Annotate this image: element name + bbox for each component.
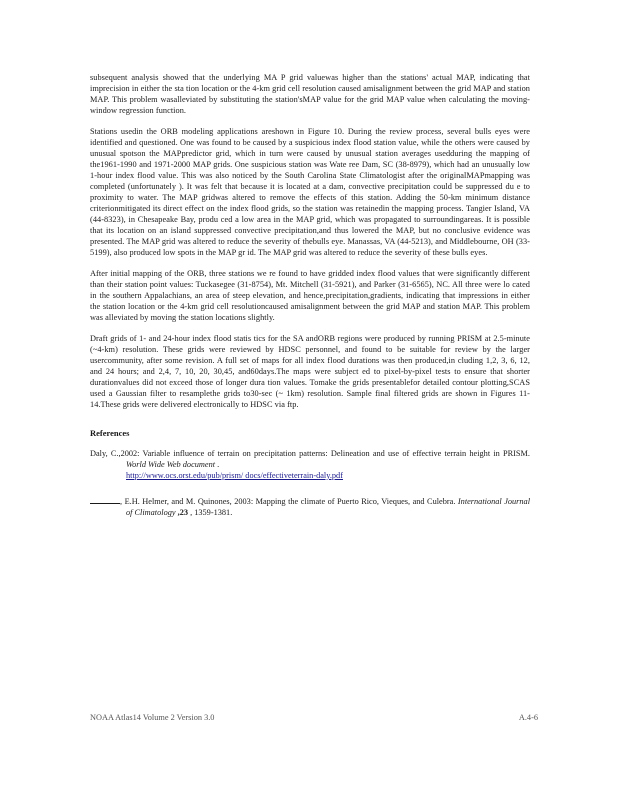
paragraph-1: subsequent analysis showed that the underlying MA P grid valuewas higher than the stations' actual MAP, indicating that imprecision in either the sta tion location or the 4-km grid cell resolution caused amisalignment between the grid MAP and station MAP. This problem wasalleviated by substituting the station'sMAP value for the grid MAP value when calculating the moving-window regression function. <box>90 73 530 115</box>
page-footer <box>90 713 538 722</box>
reference-daly-2002 <box>90 448 530 481</box>
reference-source: International Journal of Climatology <box>126 497 531 517</box>
reference-text: Daly, C.,2002: Variable influence of terrain on precipitation patterns: Delineation and use of effective terrain height in PRISM. <box>90 449 530 458</box>
reference-text: . <box>215 460 220 469</box>
document-page <box>90 72 530 532</box>
reference-volume: ,23 <box>175 508 189 517</box>
paragraph-3: After initial mapping of the ORB, three stations we re found to have gridded index flood values that were significantly different than their station point values: Tuckasegee (31-8754), Mt. Mitchell (31-5921), and Parker (31-6565), NC. All three were lo cated in the southern Appalachians, an area of steep elevation, and hence,precipitation,gradients, indicating that impressions in either the station location or the 4-km grid cell resolutioncaused amisalignment between the grid MAP and station MAP. This problem was alleviated by moving the station locations slightly. <box>90 269 530 322</box>
reference-source: World Wide Web document <box>126 460 216 469</box>
reference-text: , E.H. Helmer, and M. Quinones, 2003: Mapping the climate of Puerto Rico, Vieques, and Culebra. <box>120 497 458 506</box>
paragraph-2: Stations usedin the ORB modeling applications areshown in Figure 10. During the review process, several bulls eyes were identified and questioned. One was found to be caused by a suspicious index flood station value, while the others were caused by unusual spotson the MAPpredictor grid, which in turn were caused by unusual station averages usedduring the mapping of the1961-1990 and 1971-2000 MAP grids. One suspicious station was Wate ree Dam, SC (38-8979), which had an unusually low 1-hour index flood value. This was also noticed by the South Carolina State Climatologist after the originalMAPmapping was completed (unfortunately ). It was felt that because it is located at a dam, convective precipitation could be suppressed du e to proximity to water. The MAP gridwas altered to remove the effects of this station. Adding the 50-km minimum distance criterionmitigated its direct effect on the index flood grids, so the station was retainedin the mapping process. Tangier Island, VA (44-8323), in Chesapeake Bay, produ ced a low area in the MAP grid, which was propagated to surroundingareas. It is possible that its location on an island suppressed convective precipitation,and thus lowered the MAP, but no conclusive evidence was presented. The MAP grid was altered to reduce the severity of thebulls eye. Manassas, VA (44-5213), and Middlebourne, OH (33-5199), also produced low spots in the MAP gr id. The MAP grid was altered to reduce the severity of these bulls eyes. <box>90 127 530 257</box>
footer-page-number: A.4-6 <box>518 713 538 722</box>
references-heading: References <box>90 428 130 438</box>
author-repeat-line <box>90 495 120 504</box>
reference-daly-2003 <box>90 495 530 518</box>
reference-link[interactable]: http://www.ocs.orst.edu/pub/prism/ docs/effectiveterrain-daly.pdf <box>126 471 343 480</box>
footer-document-title: NOAA Atlas14 Volume 2 Version 3.0 <box>90 713 215 722</box>
paragraph-4: Draft grids of 1- and 24-hour index flood statis tics for the SA andORB regions were produced by running PRISM at 2.5-minute (~4-km) resolution. These grids were reviewed by HDSC personnel, and found to be suitable for review by the larger usercommunity, after some revision. A full set of maps for all index flood durations was then produced,in cluding 1,2, 3, 6, 12, and 24 hours; and 2,4, 7, 10, 20, 30,45, and60days.The maps were subject ed to pixel-by-pixel tests to ensure that shorter durationvalues did not exceed those of longer dura tion values. Tomake the grids presentablefor detailed contour plotting,SCAS used a Gaussian filter to resamplethe grids to30-sec (~ 1km) resolution. Sample final filtered grids are shown in Figures 11-14.These grids were delivered electronically to HDSC via ftp. <box>90 334 530 409</box>
reference-text: , 1359-1381. <box>188 508 233 517</box>
